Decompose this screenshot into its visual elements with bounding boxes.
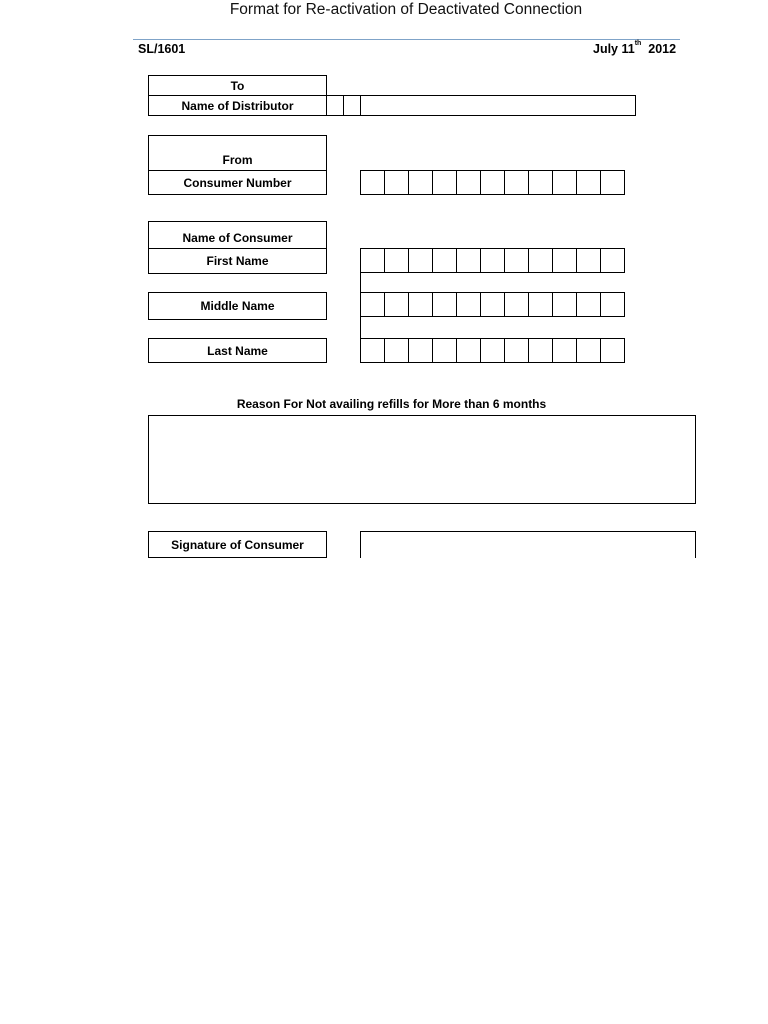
reference-number: SL/1601 [138, 42, 186, 56]
char-cell[interactable] [528, 170, 553, 195]
middle-name-label: Middle Name [148, 292, 327, 320]
consumer-name-label: Name of Consumer [148, 221, 327, 249]
char-cell[interactable] [504, 248, 529, 273]
first-name-input[interactable] [360, 248, 625, 273]
to-label: To [148, 75, 327, 96]
char-cell[interactable] [384, 292, 409, 317]
char-cell[interactable] [552, 248, 577, 273]
char-cell[interactable] [384, 248, 409, 273]
char-cell[interactable] [600, 170, 625, 195]
char-cell[interactable] [432, 248, 457, 273]
char-cell[interactable] [456, 292, 481, 317]
page-title: Format for Re-activation of Deactivated Connection [229, 1, 583, 18]
from-label: From [148, 135, 327, 171]
signature-box[interactable] [360, 531, 696, 558]
char-cell[interactable] [432, 292, 457, 317]
date-year: 2012 [648, 42, 677, 56]
distributor-label: Name of Distributor [148, 95, 327, 116]
char-cell[interactable] [552, 170, 577, 195]
char-cell[interactable] [576, 248, 601, 273]
char-cell[interactable] [408, 338, 433, 363]
char-cell[interactable] [504, 338, 529, 363]
header-divider [133, 39, 680, 40]
char-cell[interactable] [600, 292, 625, 317]
char-cell[interactable] [504, 170, 529, 195]
date-month-day: July 11 [593, 42, 635, 56]
char-cell[interactable] [360, 292, 385, 317]
consumer-number-input[interactable] [360, 170, 625, 195]
char-cell[interactable] [360, 248, 385, 273]
char-cell[interactable] [432, 170, 457, 195]
char-cell[interactable] [480, 292, 505, 317]
char-cell[interactable] [600, 338, 625, 363]
middle-name-input[interactable] [360, 292, 625, 317]
char-cell[interactable] [528, 338, 553, 363]
char-cell[interactable] [576, 338, 601, 363]
char-cell[interactable] [576, 170, 601, 195]
distributor-cell[interactable] [326, 95, 344, 116]
last-name-input[interactable] [360, 338, 625, 363]
char-cell[interactable] [384, 338, 409, 363]
char-cell[interactable] [528, 292, 553, 317]
char-cell[interactable] [456, 338, 481, 363]
char-cell[interactable] [528, 248, 553, 273]
reason-label: Reason For Not availing refills for More than 6 months [236, 397, 547, 411]
char-cell[interactable] [504, 292, 529, 317]
char-cell[interactable] [408, 170, 433, 195]
char-cell[interactable] [480, 170, 505, 195]
char-cell[interactable] [384, 170, 409, 195]
char-cell[interactable] [360, 170, 385, 195]
document-date [593, 42, 676, 56]
date-suffix: th [634, 40, 642, 47]
char-cell[interactable] [408, 248, 433, 273]
first-name-label: First Name [148, 248, 327, 274]
char-cell[interactable] [480, 338, 505, 363]
char-cell[interactable] [360, 338, 385, 363]
connector-line [360, 316, 361, 338]
char-cell[interactable] [576, 292, 601, 317]
char-cell[interactable] [552, 292, 577, 317]
last-name-label: Last Name [148, 338, 327, 363]
signature-label: Signature of Consumer [148, 531, 327, 558]
char-cell[interactable] [456, 170, 481, 195]
char-cell[interactable] [480, 248, 505, 273]
distributor-input[interactable] [360, 95, 636, 116]
char-cell[interactable] [432, 338, 457, 363]
distributor-cell[interactable] [343, 95, 361, 116]
char-cell[interactable] [600, 248, 625, 273]
consumer-number-label: Consumer Number [148, 170, 327, 195]
reason-textarea[interactable] [148, 415, 696, 504]
char-cell[interactable] [552, 338, 577, 363]
connector-line [360, 272, 361, 293]
char-cell[interactable] [456, 248, 481, 273]
char-cell[interactable] [408, 292, 433, 317]
